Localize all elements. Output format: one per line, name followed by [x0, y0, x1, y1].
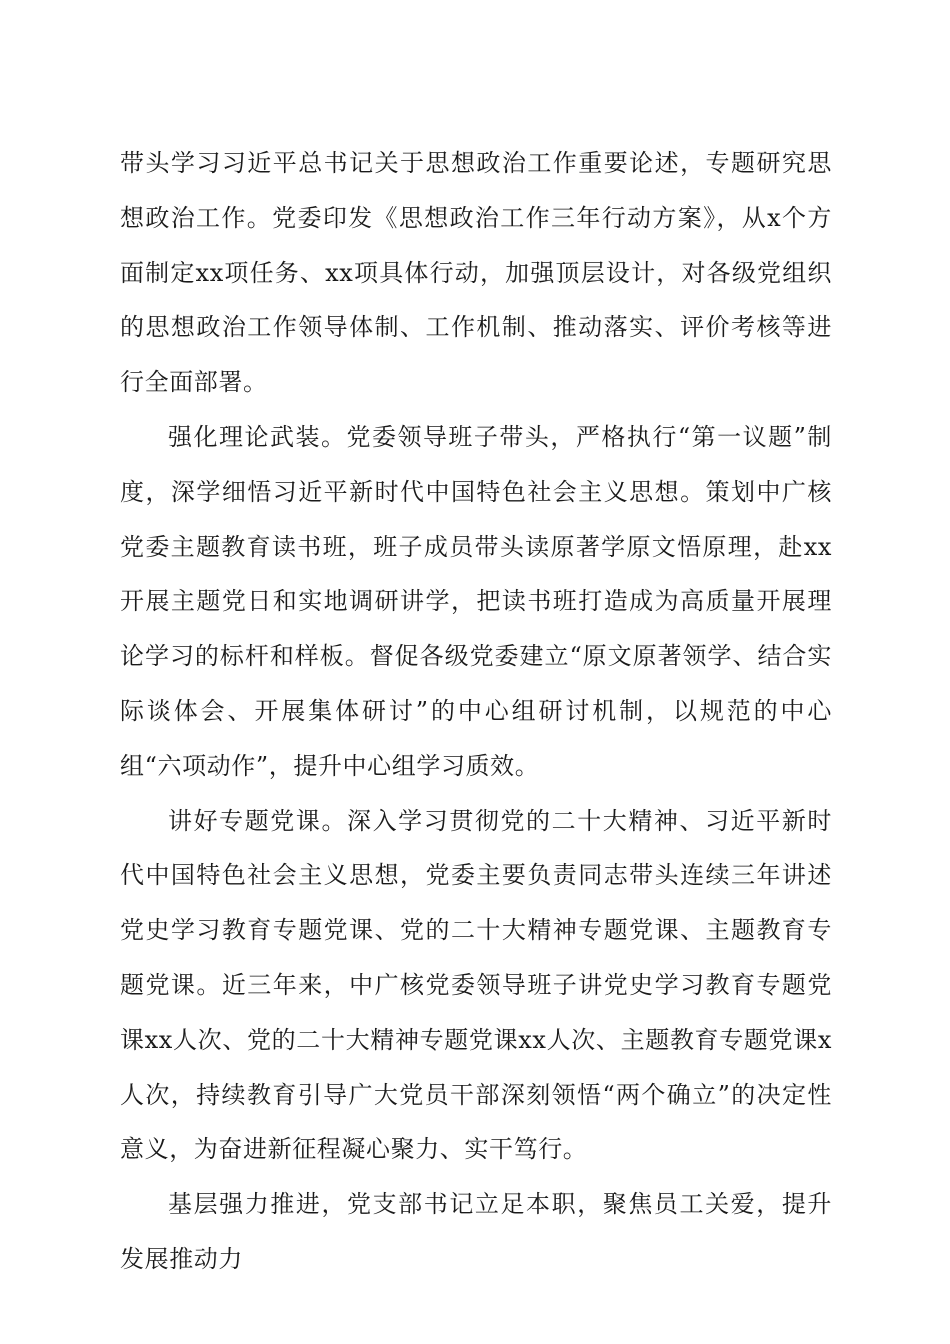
paragraph-party-lectures: 讲好专题党课。深入学习贯彻党的二十大精神、习近平新时代中国特色社会主义思想，党委主要负责同志带头连续三年讲述党史学习教育专题党课、党的二十大精神专题党课、主题教育专题党课。近三年来，中广核党委领导班子讲党史学习教育专题党课xx人次、党的二十大精神专题党课xx人次、主题教育专题党课x人次，持续教育引导广大党员干部深刻领悟“两个确立”的决定性意义，为奋进新征程凝心聚力、实干笃行。: [120, 806, 832, 1164]
paragraph-grassroots: 基层强力推进，党支部书记立足本职，聚焦员工关爱，提升发展推动力: [120, 1190, 832, 1273]
paragraph-continuation: 带头学习习近平总书记关于思想政治工作重要论述，专题研究思想政治工作。党委印发《思想政治工作三年行动方案》，从x个方面制定xx项任务、xx项具体行动，加强顶层设计，对各级党组织的思想政治工作领导体制、工作机制、推动落实、评价考核等进行全面部署。: [120, 149, 832, 397]
paragraph-theory-study: 强化理论武装。党委领导班子带头，严格执行“第一议题”制度，深学细悟习近平新时代中国特色社会主义思想。策划中广核党委主题教育读书班，班子成员带头读原著学原文悟原理，赴xx开展主题党日和实地调研讲学，把读书班打造成为高质量开展理论学习的标杆和样板。督促各级党委建立“原文原著领学、结合实际谈体会、开展集体研讨”的中心组研讨机制，以规范的中心组“六项动作”，提升中心组学习质效。: [120, 422, 832, 780]
body-text: [120, 136, 832, 1287]
